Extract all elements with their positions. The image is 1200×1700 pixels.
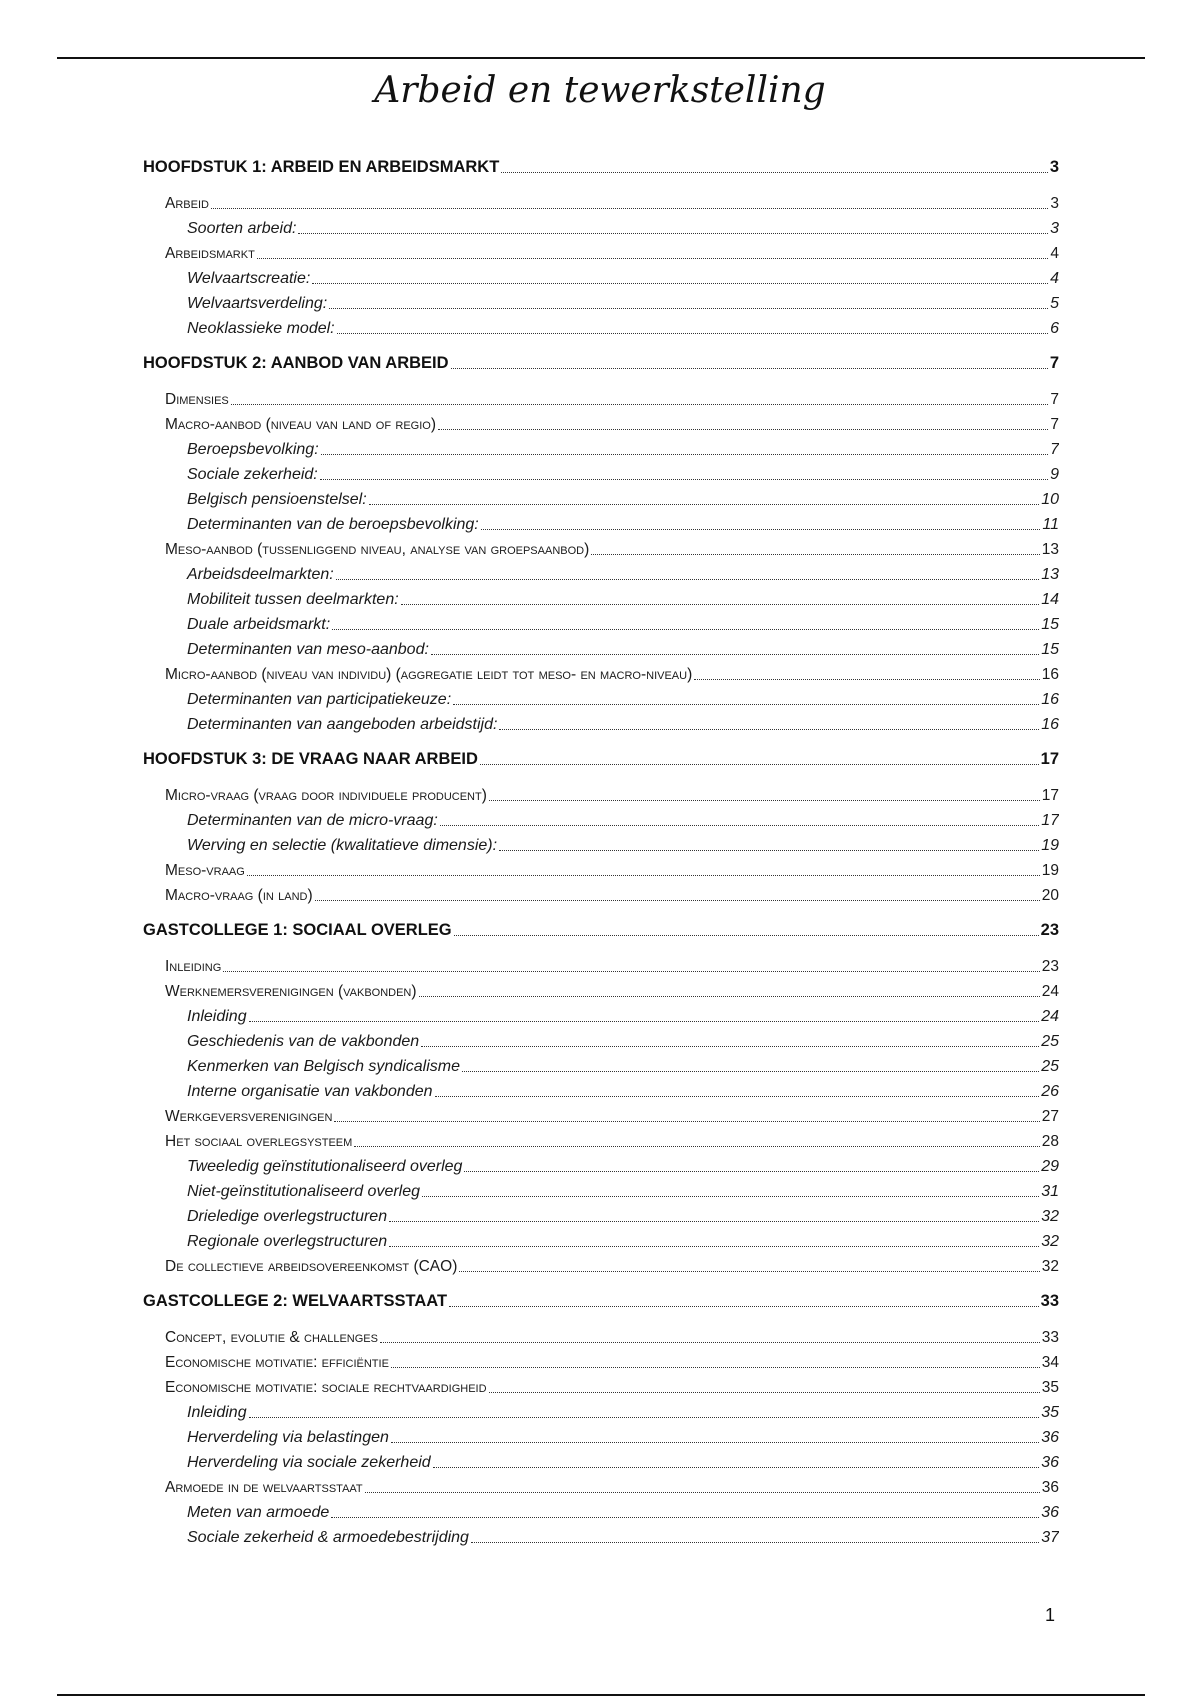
toc-entry-title: Sociale zekerheid & armoedebestrijding <box>187 1529 469 1546</box>
toc-entry-page: 3 <box>1050 220 1059 237</box>
toc-entry-page: 15 <box>1041 641 1059 658</box>
toc-entry-title: Soorten arbeid: <box>187 220 297 237</box>
toc-entry-page: 37 <box>1041 1529 1059 1546</box>
page-number: 1 <box>1045 1605 1056 1625</box>
toc-entry-section[interactable] <box>143 191 1059 216</box>
toc-entry-sub[interactable] <box>143 316 1059 341</box>
toc-entry-title: Drieledige overlegstructuren <box>187 1208 388 1225</box>
toc-entry-section[interactable] <box>143 858 1059 883</box>
toc-entry-title: Concept, evolutie & challenges <box>165 1329 378 1346</box>
toc-entry-sub[interactable] <box>143 1054 1059 1079</box>
toc-entry-sub[interactable] <box>143 1079 1059 1104</box>
toc-entry-page: 36 <box>1041 1454 1059 1471</box>
dot-leader <box>431 653 1039 655</box>
toc-entry-sub[interactable] <box>143 687 1059 712</box>
toc-entry-title: Economische motivatie: efficiëntie <box>165 1354 389 1371</box>
toc-entry-page: 17 <box>1041 812 1059 829</box>
toc-entry-title: Determinanten van aangeboden arbeidstijd: <box>187 716 498 733</box>
dot-leader <box>401 603 1040 605</box>
dot-leader <box>336 578 1039 580</box>
toc-entry-title: Werving en selectie (kwalitatieve dimensie): <box>187 837 498 854</box>
toc-entry-section[interactable] <box>143 662 1059 687</box>
dot-leader <box>438 428 1048 430</box>
toc-entry-title: Determinanten van meso-aanbod: <box>187 641 429 658</box>
dot-leader <box>451 367 1048 369</box>
dot-leader <box>389 1245 1039 1247</box>
dot-leader <box>320 478 1048 480</box>
toc-entry-chapter[interactable] <box>143 917 1059 943</box>
toc-entry-title: Arbeid <box>165 195 209 212</box>
toc-entry-page: 13 <box>1041 566 1059 583</box>
toc-entry-section[interactable] <box>143 1475 1059 1500</box>
toc-entry-title: Meten van armoede <box>187 1504 330 1521</box>
toc-entry-title: Meso-aanbod (tussenliggend niveau, analyse van groepsaanbod) <box>165 541 590 558</box>
dot-leader <box>471 1541 1039 1543</box>
toc-entry-title: Welvaartscreatie: <box>187 270 311 287</box>
dot-leader <box>499 728 1039 730</box>
toc-entry-page: 6 <box>1050 320 1059 337</box>
toc-entry-page: 36 <box>1041 1479 1059 1496</box>
toc-entry-title: Macro-vraag (in land) <box>165 887 313 904</box>
toc-entry-sub[interactable] <box>143 612 1059 637</box>
toc-entry-page: 32 <box>1041 1208 1059 1225</box>
toc-entry-page: 4 <box>1050 270 1059 287</box>
toc-entry-title: Micro-aanbod (niveau van individu) (aggregatie leidt tot meso- en macro-niveau) <box>165 666 693 683</box>
toc-entry-sub[interactable] <box>143 1229 1059 1254</box>
toc-entry-chapter[interactable] <box>143 154 1059 180</box>
toc-entry-sub[interactable] <box>143 562 1059 587</box>
top-rule <box>57 57 1145 59</box>
toc-entry-title: Inleiding <box>187 1008 247 1025</box>
toc-entry-sub[interactable] <box>143 808 1059 833</box>
toc-entry-chapter[interactable] <box>143 1288 1059 1314</box>
dot-leader <box>454 934 1039 936</box>
toc-entry-title: Determinanten van participatiekeuze: <box>187 691 452 708</box>
toc-entry-title: Het sociaal overlegsysteem <box>165 1133 353 1150</box>
document-title: Arbeid en tewerkstelling <box>374 70 826 111</box>
toc-entry-sub[interactable] <box>143 437 1059 462</box>
toc-entry-page: 3 <box>1050 195 1059 212</box>
toc-entry-sub[interactable] <box>143 1204 1059 1229</box>
toc-entry-page: 25 <box>1041 1058 1059 1075</box>
dot-leader <box>257 257 1049 259</box>
toc-entry-title: Determinanten van de beroepsbevolking: <box>187 516 479 533</box>
toc-entry-page: 35 <box>1041 1379 1059 1396</box>
toc-entry-title: Mobiliteit tussen deelmarkten: <box>187 591 399 608</box>
toc-entry-page: 13 <box>1041 541 1059 558</box>
toc-entry-page: 10 <box>1041 491 1059 508</box>
dot-leader <box>247 874 1040 876</box>
dot-leader <box>453 703 1039 705</box>
toc-entry-sub[interactable] <box>143 216 1059 241</box>
toc-entry-page: 16 <box>1041 666 1059 683</box>
toc-entry-title: Arbeidsmarkt <box>165 245 255 262</box>
toc-entry-page: 11 <box>1042 516 1059 533</box>
toc-entry-page: 24 <box>1041 983 1059 1000</box>
bottom-rule <box>57 1694 1145 1696</box>
dot-leader <box>298 232 1048 234</box>
toc-entry-title: Arbeidsdeelmarkten: <box>187 566 334 583</box>
toc-entry-title: GASTCOLLEGE 2: WELVAARTSSTAAT <box>143 1292 448 1310</box>
dot-leader <box>380 1341 1040 1343</box>
toc-entry-title: HOOFDSTUK 3: DE VRAAG NAAR ARBEID <box>143 750 478 768</box>
dot-leader <box>329 307 1048 309</box>
toc-entry-title: Herverdeling via sociale zekerheid <box>187 1454 431 1471</box>
toc-entry-sub[interactable] <box>143 291 1059 316</box>
toc-entry-title: Beroepsbevolking: <box>187 441 319 458</box>
toc-entry-page: 7 <box>1050 416 1059 433</box>
toc-entry-title: Belgisch pensioenstelsel: <box>187 491 367 508</box>
dot-leader <box>499 849 1039 851</box>
toc-entry-title: Werkgeversverenigingen <box>165 1108 333 1125</box>
dot-leader <box>489 1391 1040 1393</box>
toc-entry-page: 33 <box>1041 1329 1059 1346</box>
dot-leader <box>480 763 1039 765</box>
toc-entry-title: Geschiedenis van de vakbonden <box>187 1033 420 1050</box>
toc-entry-page: 19 <box>1041 862 1059 879</box>
dot-leader <box>421 1045 1039 1047</box>
toc-entry-page: 26 <box>1041 1083 1059 1100</box>
dot-leader <box>462 1070 1039 1072</box>
toc-entry-page: 25 <box>1041 1033 1059 1050</box>
toc-entry-sub[interactable] <box>143 462 1059 487</box>
toc-entry-sub[interactable] <box>143 487 1059 512</box>
toc-entry-chapter[interactable] <box>143 746 1059 772</box>
toc-entry-sub[interactable] <box>143 1500 1059 1525</box>
toc-entry-sub[interactable] <box>143 266 1059 291</box>
dot-leader <box>440 824 1039 826</box>
dot-leader <box>249 1020 1040 1022</box>
dot-leader <box>354 1145 1039 1147</box>
dot-leader <box>389 1220 1039 1222</box>
toc-entry-page: 33 <box>1040 1292 1059 1310</box>
toc-entry-page: 19 <box>1041 837 1059 854</box>
dot-leader <box>211 207 1048 209</box>
dot-leader <box>315 899 1040 901</box>
toc-entry-page: 7 <box>1050 441 1059 458</box>
toc-entry-title: Dimensies <box>165 391 229 408</box>
toc-entry-page: 27 <box>1041 1108 1059 1125</box>
toc-entry-title: De collectieve arbeidsovereenkomst (CAO) <box>165 1258 458 1275</box>
toc-entry-section[interactable] <box>143 387 1059 412</box>
toc-entry-title: Regionale overlegstructuren <box>187 1233 388 1250</box>
toc-entry-page: 28 <box>1041 1133 1059 1150</box>
toc-entry-page: 15 <box>1041 616 1059 633</box>
dot-leader <box>391 1366 1040 1368</box>
dot-leader <box>332 628 1039 630</box>
toc-entry-sub[interactable] <box>143 1450 1059 1475</box>
dot-leader <box>464 1170 1039 1172</box>
dot-leader <box>369 503 1040 505</box>
toc-entry-page: 17 <box>1040 750 1059 768</box>
toc-entry-title: Micro-vraag (vraag door individuele producent) <box>165 787 487 804</box>
dot-leader <box>249 1416 1040 1418</box>
dot-leader <box>419 995 1040 997</box>
dot-leader <box>694 678 1039 680</box>
toc-entry-section[interactable] <box>143 1254 1059 1279</box>
dot-leader <box>422 1195 1039 1197</box>
toc-entry-sub[interactable] <box>143 1525 1059 1550</box>
toc-entry-title: Herverdeling via belastingen <box>187 1429 389 1446</box>
dot-leader <box>489 799 1040 801</box>
toc-entry-section[interactable] <box>143 241 1059 266</box>
toc-entry-sub[interactable] <box>143 512 1059 537</box>
toc-entry-page: 36 <box>1041 1429 1059 1446</box>
toc-entry-section[interactable] <box>143 1104 1059 1129</box>
dot-leader <box>391 1441 1039 1443</box>
toc-entry-sub[interactable] <box>143 1425 1059 1450</box>
toc-entry-section[interactable] <box>143 1325 1059 1350</box>
dot-leader <box>331 1516 1039 1518</box>
toc-entry-title: Macro-aanbod (niveau van land of regio) <box>165 416 436 433</box>
toc-entry-title: HOOFDSTUK 1: ARBEID EN ARBEIDSMARKT <box>143 158 500 176</box>
dot-leader <box>321 453 1048 455</box>
toc-entry-page: 3 <box>1049 158 1059 176</box>
toc-entry-title: Duale arbeidsmarkt: <box>187 616 331 633</box>
toc-entry-page: 16 <box>1041 716 1059 733</box>
toc-entry-sub[interactable] <box>143 1004 1059 1029</box>
toc-entry-title: Armoede in de welvaartsstaat <box>165 1479 363 1496</box>
toc-entry-page: 7 <box>1049 354 1059 372</box>
toc-entry-page: 17 <box>1041 787 1059 804</box>
dot-leader <box>337 332 1048 334</box>
toc-entry-sub[interactable] <box>143 1154 1059 1179</box>
toc-entry-sub[interactable] <box>143 1179 1059 1204</box>
toc-entry-title: GASTCOLLEGE 1: SOCIAAL OVERLEG <box>143 921 452 939</box>
toc-entry-title: Kenmerken van Belgisch syndicalisme <box>187 1058 461 1075</box>
dot-leader <box>459 1270 1039 1272</box>
dot-leader <box>449 1305 1039 1307</box>
toc-entry-sub[interactable] <box>143 833 1059 858</box>
toc-entry-title: Determinanten van de micro-vraag: <box>187 812 438 829</box>
toc-entry-page: 5 <box>1050 295 1059 312</box>
toc-entry-title: Sociale zekerheid: <box>187 466 318 483</box>
toc-entry-title: Inleiding <box>187 1404 247 1421</box>
dot-leader <box>231 403 1049 405</box>
dot-leader <box>433 1466 1040 1468</box>
toc-entry-title: Tweeledig geïnstitutionaliseerd overleg <box>187 1158 463 1175</box>
toc-entry-page: 34 <box>1041 1354 1059 1371</box>
toc-entry-title: Niet-geïnstitutionaliseerd overleg <box>187 1183 421 1200</box>
toc-entry-page: 32 <box>1041 1233 1059 1250</box>
toc-entry-section[interactable] <box>143 1350 1059 1375</box>
toc-entry-page: 32 <box>1041 1258 1059 1275</box>
dot-leader <box>501 171 1048 173</box>
toc-entry-page: 16 <box>1041 691 1059 708</box>
dot-leader <box>591 553 1039 555</box>
toc-entry-section[interactable] <box>143 954 1059 979</box>
toc-entry-page: 14 <box>1041 591 1059 608</box>
dot-leader <box>223 970 1039 972</box>
toc-entry-page: 35 <box>1041 1404 1059 1421</box>
toc-entry-title: HOOFDSTUK 2: AANBOD VAN ARBEID <box>143 354 449 372</box>
toc-entry-section[interactable] <box>143 979 1059 1004</box>
dot-leader <box>365 1491 1040 1493</box>
toc-entry-title: Werknemersverenigingen (vakbonden) <box>165 983 417 1000</box>
toc-entry-title: Welvaartsverdeling: <box>187 295 328 312</box>
toc-entry-title: Meso-vraag <box>165 862 245 879</box>
toc-entry-sub[interactable] <box>143 587 1059 612</box>
toc-entry-page: 4 <box>1050 245 1059 262</box>
toc-entry-section[interactable] <box>143 537 1059 562</box>
toc-entry-sub[interactable] <box>143 637 1059 662</box>
toc-entry-section[interactable] <box>143 1129 1059 1154</box>
toc-entry-page: 36 <box>1041 1504 1059 1521</box>
toc-entry-sub[interactable] <box>143 1400 1059 1425</box>
toc-entry-title: Neoklassieke model: <box>187 320 335 337</box>
toc-entry-page: 20 <box>1041 887 1059 904</box>
toc-entry-page: 31 <box>1041 1183 1059 1200</box>
toc-entry-page: 9 <box>1050 466 1059 483</box>
toc-entry-section[interactable] <box>143 412 1059 437</box>
toc-entry-section[interactable] <box>143 783 1059 808</box>
toc-entry-page: 24 <box>1041 1008 1059 1025</box>
toc-entry-sub[interactable] <box>143 712 1059 737</box>
toc-entry-page: 23 <box>1041 958 1059 975</box>
toc-entry-page: 23 <box>1040 921 1059 939</box>
toc-entry-title: Inleiding <box>165 958 222 975</box>
toc-entry-title: Economische motivatie: sociale rechtvaardigheid <box>165 1379 487 1396</box>
dot-leader <box>312 282 1048 284</box>
toc-entry-page: 7 <box>1050 391 1059 408</box>
dot-leader <box>481 528 1041 530</box>
toc-entry-page: 29 <box>1041 1158 1059 1175</box>
toc-entry-sub[interactable] <box>143 1029 1059 1054</box>
toc-entry-section[interactable] <box>143 883 1059 908</box>
toc-entry-chapter[interactable] <box>143 350 1059 376</box>
table-of-contents <box>143 154 1059 1550</box>
toc-entry-section[interactable] <box>143 1375 1059 1400</box>
dot-leader <box>435 1095 1040 1097</box>
toc-entry-title: Interne organisatie van vakbonden <box>187 1083 433 1100</box>
dot-leader <box>334 1120 1039 1122</box>
